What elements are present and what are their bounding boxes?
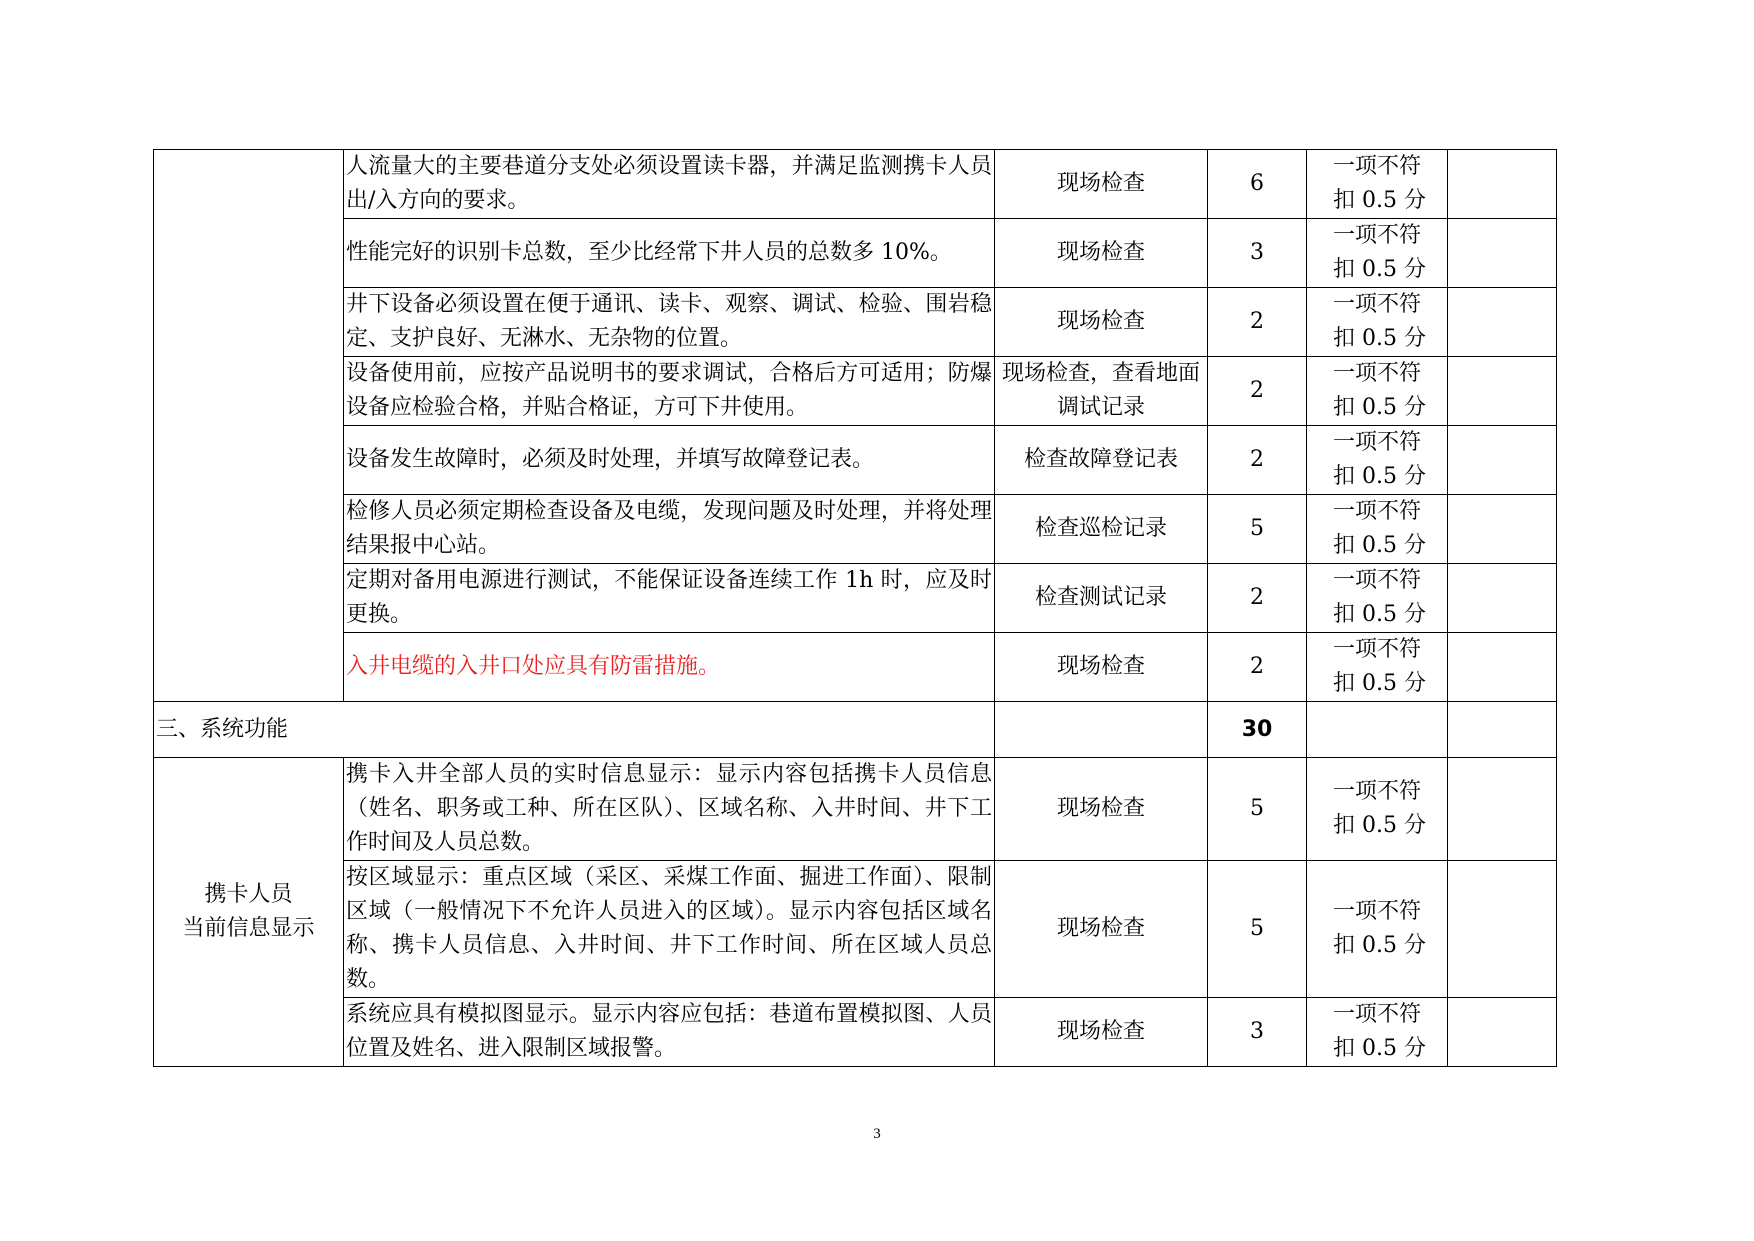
deduction-cell	[1307, 702, 1448, 758]
category-label: 携卡人员	[204, 882, 293, 907]
table-row	[154, 357, 1557, 426]
deduction-cell: 一项不符 扣 0.5 分	[1307, 758, 1448, 861]
score-cell: 3	[1208, 219, 1307, 288]
table-row	[154, 495, 1557, 564]
method-cell: 现场检查	[995, 288, 1208, 357]
deduction-cell: 一项不符 扣 0.5 分	[1307, 861, 1448, 998]
table-row	[154, 288, 1557, 357]
deduction-cell: 一项不符 扣 0.5 分	[1307, 288, 1448, 357]
requirement-cell: 检修人员必须定期检查设备及电缆，发现问题及时处理，并将处理结果报中心站。	[344, 495, 995, 564]
deduction-cell: 一项不符 扣 0.5 分	[1307, 633, 1448, 702]
remark-cell	[1448, 861, 1557, 998]
score-cell: 6	[1208, 150, 1307, 219]
table-row	[154, 426, 1557, 495]
requirement-cell: 性能完好的识别卡总数，至少比经常下井人员的总数多 10%。	[344, 219, 995, 288]
table-row	[154, 219, 1557, 288]
score-cell: 5	[1208, 861, 1307, 998]
category-cell	[154, 150, 344, 702]
remark-cell	[1448, 564, 1557, 633]
method-cell: 现场检查	[995, 758, 1208, 861]
section-row	[154, 702, 1557, 758]
method-cell	[995, 702, 1208, 758]
remark-cell	[1448, 150, 1557, 219]
remark-cell	[1448, 633, 1557, 702]
score-cell: 3	[1208, 998, 1307, 1067]
requirement-cell: 按区域显示：重点区域（采区、采煤工作面、掘进工作面）、限制区域（一般情况下不允许人员进入的区域）。显示内容包括区域名称、携卡人员信息、入井时间、井下工作时间、所在区域人员总数。	[344, 861, 995, 998]
score-cell: 2	[1208, 426, 1307, 495]
remark-cell	[1448, 495, 1557, 564]
table-row	[154, 150, 1557, 219]
table-row	[154, 564, 1557, 633]
remark-cell	[1448, 758, 1557, 861]
score-cell: 2	[1208, 564, 1307, 633]
remark-cell	[1448, 426, 1557, 495]
requirement-cell: 定期对备用电源进行测试，不能保证设备连续工作 1h 时，应及时更换。	[344, 564, 995, 633]
score-cell: 2	[1208, 633, 1307, 702]
page-number: 3	[873, 1126, 881, 1142]
requirement-cell: 设备发生故障时，必须及时处理，并填写故障登记表。	[344, 426, 995, 495]
score-cell: 5	[1208, 758, 1307, 861]
table-row	[154, 861, 1557, 998]
method-cell: 检查巡检记录	[995, 495, 1208, 564]
method-cell: 现场检查	[995, 150, 1208, 219]
requirement-cell: 设备使用前，应按产品说明书的要求调试，合格后方可适用；防爆设备应检验合格，并贴合格证，方可下井使用。	[344, 357, 995, 426]
method-cell: 检查故障登记表	[995, 426, 1208, 495]
method-cell: 现场检查	[995, 219, 1208, 288]
deduction-cell: 一项不符 扣 0.5 分	[1307, 495, 1448, 564]
method-cell: 检查测试记录	[995, 564, 1208, 633]
deduction-cell: 一项不符 扣 0.5 分	[1307, 219, 1448, 288]
requirement-cell: 人流量大的主要巷道分支处必须设置读卡器，并满足监测携卡人员出/入方向的要求。	[344, 150, 995, 219]
remark-cell	[1448, 702, 1557, 758]
score-cell: 5	[1208, 495, 1307, 564]
score-cell: 2	[1208, 288, 1307, 357]
section-score: 30	[1208, 702, 1307, 758]
table-row	[154, 758, 1557, 861]
scoring-table	[153, 149, 1557, 1067]
remark-cell	[1448, 357, 1557, 426]
category-label: 当前信息显示	[182, 916, 315, 941]
table-row	[154, 998, 1557, 1067]
remark-cell	[1448, 288, 1557, 357]
deduction-cell: 一项不符 扣 0.5 分	[1307, 564, 1448, 633]
table-row	[154, 633, 1557, 702]
deduction-cell: 一项不符 扣 0.5 分	[1307, 357, 1448, 426]
deduction-cell: 一项不符 扣 0.5 分	[1307, 998, 1448, 1067]
deduction-cell: 一项不符 扣 0.5 分	[1307, 426, 1448, 495]
method-cell: 现场检查，查看地面调试记录	[995, 357, 1208, 426]
method-cell: 现场检查	[995, 861, 1208, 998]
requirement-cell: 系统应具有模拟图显示。显示内容应包括：巷道布置模拟图、人员位置及姓名、进入限制区域报警。	[344, 998, 995, 1067]
method-cell: 现场检查	[995, 998, 1208, 1067]
requirement-cell: 携卡入井全部人员的实时信息显示：显示内容包括携卡人员信息（姓名、职务或工种、所在区队）、区域名称、入井时间、井下工作时间及人员总数。	[344, 758, 995, 861]
requirement-cell-highlighted: 入井电缆的入井口处应具有防雷措施。	[344, 633, 995, 702]
method-cell: 现场检查	[995, 633, 1208, 702]
deduction-cell: 一项不符 扣 0.5 分	[1307, 150, 1448, 219]
remark-cell	[1448, 219, 1557, 288]
score-cell: 2	[1208, 357, 1307, 426]
requirement-cell: 井下设备必须设置在便于通讯、读卡、观察、调试、检验、围岩稳定、支护良好、无淋水、无杂物的位置。	[344, 288, 995, 357]
category-cell	[154, 758, 344, 1067]
section-title: 三、系统功能	[154, 702, 995, 758]
remark-cell	[1448, 998, 1557, 1067]
